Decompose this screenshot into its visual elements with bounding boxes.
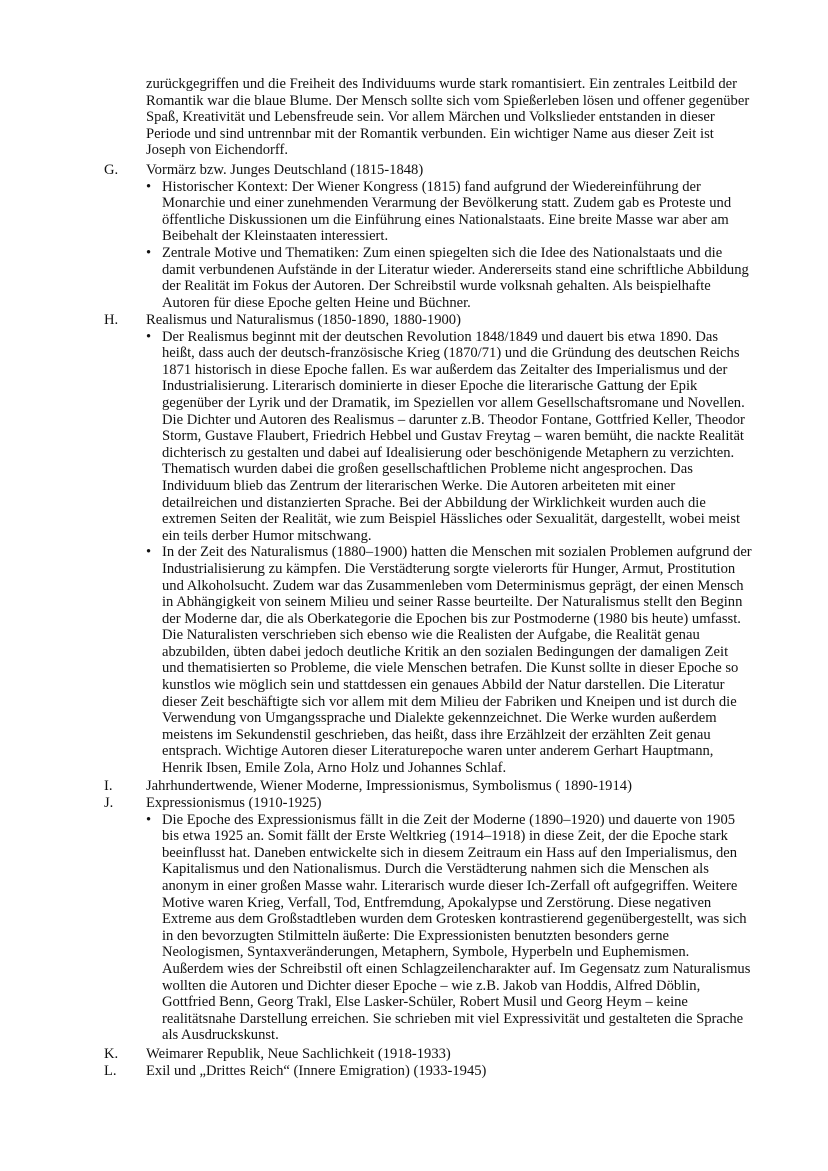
section-letter: G. <box>104 162 119 178</box>
section-i-jahrhundertwende <box>104 778 764 795</box>
bullet-text: In der Zeit des Naturalismus (1880–1900) hatten die Menschen mit sozialen Problemen aufgrund der Industrialisierung zu kämpfen. Die Verstädterung sorgte vielerorts für Hunger, Armut, Prostitution und Alkoholsucht. Zudem war das Zusammenleben vom Determinismus geprägt, der einen Mensch in Abhängigkeit von seinem Milieu und seiner Rasse beurteilte. Der Naturalismus stellt den Beginn der Moderne dar, die als Oberkategorie die Epochen bis zur Postmoderne (1980 bis heute) umfasst. Die Naturalisten verschrieben sich ebenso wie die Realisten der Aufgabe, die Realität genau abzubilden, übten dabei jedoch deutliche Kritik an den sozialen Bedingungen der damaligen Zeit und thematisierten so Probleme, die viele Menschen betrafen. Die Kunst sollte in dieser Epoche so kunstlos wie möglich sein und stattdessen ein genaues Abbild der Natur darstellen. Die Literatur dieser Zeit beschäftigte sich vor allem mit dem Milieu der Fabriken und Kneipen und ist durch die Verwendung von Umgangssprache und Dialekte gekennzeichnet. Die Werke wurden außerdem meistens im Sekundenstil geschrieben, das heißt, dass ihre Erzählzeit der erzählten Zeit genau entsprach. Wichtige Autoren dieser Literaturepoche waren unter anderem Gerhart Hauptmann, Henrik Ibsen, Emile Zola, Arno Holz und Johannes Schlaf. <box>162 544 752 777</box>
list-item <box>146 245 764 311</box>
list-item <box>146 812 764 1044</box>
romantik-continuation-paragraph: zurückgegriffen und die Freiheit des Individuums wurde stark romantisiert. Ein zentrales Leitbild der Romantik war die blaue Blume. Der Mensch sollte sich vom Spießerleben lösen und offener gegenüber Spaß, Kreativität und Lebensfreude sein. Vor allem Märchen und Volkslieder entstanden in dieser Periode und sind untrennbar mit der Romantik verbunden. Ein wichtiger Name aus dieser Zeit ist Joseph von Eichendorff. <box>146 76 750 159</box>
section-title: Vormärz bzw. Junges Deutschland (1815-1848) <box>146 162 424 178</box>
bullet-icon: • <box>146 244 152 261</box>
section-k-weimarer-republik <box>104 1046 764 1063</box>
section-j-expressionismus <box>104 795 764 1044</box>
section-title: Expressionismus (1910-1925) <box>146 795 322 811</box>
section-heading <box>104 1063 764 1080</box>
bullet-list <box>104 179 764 312</box>
section-l-exil-drittes-reich <box>104 1063 764 1080</box>
list-item <box>146 329 764 545</box>
section-letter: H. <box>104 312 119 328</box>
section-title: Weimarer Republik, Neue Sachlichkeit (1918-1933) <box>146 1046 451 1062</box>
bullet-icon: • <box>146 811 152 828</box>
section-title: Jahrhundertwende, Wiener Moderne, Impressionismus, Symbolismus ( 1890-1914) <box>146 778 632 794</box>
section-letter: L. <box>104 1063 117 1079</box>
section-title: Exil und „Drittes Reich“ (Innere Emigration) (1933-1945) <box>146 1063 487 1079</box>
section-heading <box>104 312 764 329</box>
section-letter: I. <box>104 778 113 794</box>
list-item <box>146 544 764 776</box>
bullet-text: Historischer Kontext: Der Wiener Kongress (1815) fand aufgrund der Wiedereinführung der Monarchie und einer zunehmenden Verarmung der Bevölkerung statt. Zudem gab es Proteste und öffentliche Diskussionen um die Einführung eines Nationalstaats. Eine breite Masse war aber am Beibehalt der Kleinstaaten interessiert. <box>162 178 732 245</box>
bullet-text: Zentrale Motive und Thematiken: Zum einen spiegelten sich die Idee des Nationalstaats und die damit verbundenen Aufstände in der Literatur wieder. Andererseits stand eine schriftliche Abbildung der Realität im Fokus der Autoren. Der Schreibstil wurde volksnah gehalten. Als beispielhafte Autoren für diese Epoche gelten Heine und Büchner. <box>162 244 749 311</box>
section-heading <box>104 795 764 812</box>
section-letter: K. <box>104 1046 119 1062</box>
section-letter: J. <box>104 795 114 811</box>
bullet-icon: • <box>146 544 152 561</box>
bullet-list <box>104 329 764 777</box>
bullet-icon: • <box>146 178 152 195</box>
section-g-vormaerz <box>104 162 764 311</box>
list-item <box>146 179 764 245</box>
bullet-text: Die Epoche des Expressionismus fällt in die Zeit der Moderne (1890–1920) und dauerte von 1905 bis etwa 1925 an. Somit fällt der Erste Weltkrieg (1914–1918) in diese Zeit, der die Epoche stark beeinflusst hat. Daneben entwickelte sich in diesem Zeitraum ein Hass auf den Imperialismus, den Kapitalismus und den Nationalismus. Durch die Verstädterung nahmen sich die Menschen als anonym in einer großen Masse wahr. Literarisch wurde dieser Ich-Zerfall oft aufgegriffen. Weitere Motive waren Krieg, Verfall, Tod, Entfremdung, Apokalypse und Zerstörung. Diese negativen Extreme aus dem Großstadtleben wurden dem Grotesken kontrastierend gegenübergestellt, was sich in den bevorzugten Stilmitteln äußerte: Die Expressionisten benutzten besonders gerne Neologismen, Syntaxveränderungen, Metaphern, Symbole, Hyperbeln und Euphemismen. Außerdem wies der Schreibstil oft einen Schlagzeilencharakter auf. Im Gegensatz zum Naturalismus wollten die Autoren und Dichter dieser Epoche – wie z.B. Jakob van Hoddis, Alfred Döblin, Gottfried Benn, Georg Trakl, Else Lasker-Schüler, Robert Musil und Georg Heym – keine realitätsnahe Darstellung erreichen. Sie schrieben mit viel Expressivität und gestalteten die Sprache als Ausdruckskunst. <box>162 811 751 1044</box>
bullet-list <box>104 812 764 1044</box>
section-heading <box>104 162 764 179</box>
section-heading <box>104 778 764 795</box>
section-h-realismus-naturalismus <box>104 312 764 777</box>
section-title: Realismus und Naturalismus (1850-1890, 1880-1900) <box>146 312 461 328</box>
section-heading <box>104 1046 764 1063</box>
bullet-icon: • <box>146 328 152 345</box>
bullet-text: Der Realismus beginnt mit der deutschen Revolution 1848/1849 und dauert bis etwa 1890. Das heißt, dass auch der deutsch-französische Krieg (1870/71) und die Gründung des deutschen Reichs 1871 historisch in diese Epoche fallen. Es war außerdem das Zeitalter des Imperialismus und der Industrialisierung. Literarisch dominierte in dieser Epoche die literarische Gattung der Epik gegenüber der Lyrik und der Dramatik, im Speziellen vor allem Gesellschaftsromane und Novellen. Die Dichter und Autoren des Realismus – darunter z.B. Theodor Fontane, Gottfried Keller, Theodor Storm, Gustave Flaubert, Friedrich Hebbel und Gustav Freytag – waren bemüht, die nackte Realität dichterisch zu gestalten und dabei auf Idealisierung oder beschönigende Metaphern zu verzichten. Thematisch wurden dabei die großen gesellschaftlichen Probleme nicht angesprochen. Das Individuum blieb das Zentrum der literarischen Werke. Die Autoren arbeiteten mit einer detailreichen und distanzierten Sprache. Bei der Abbildung der Wirklichkeit wurden auch die extremen Seiten der Realität, wie zum Beispiel Hässliches oder Sexualität, dargestellt, wobei meist ein teils derber Humor mitschwang. <box>162 328 745 544</box>
